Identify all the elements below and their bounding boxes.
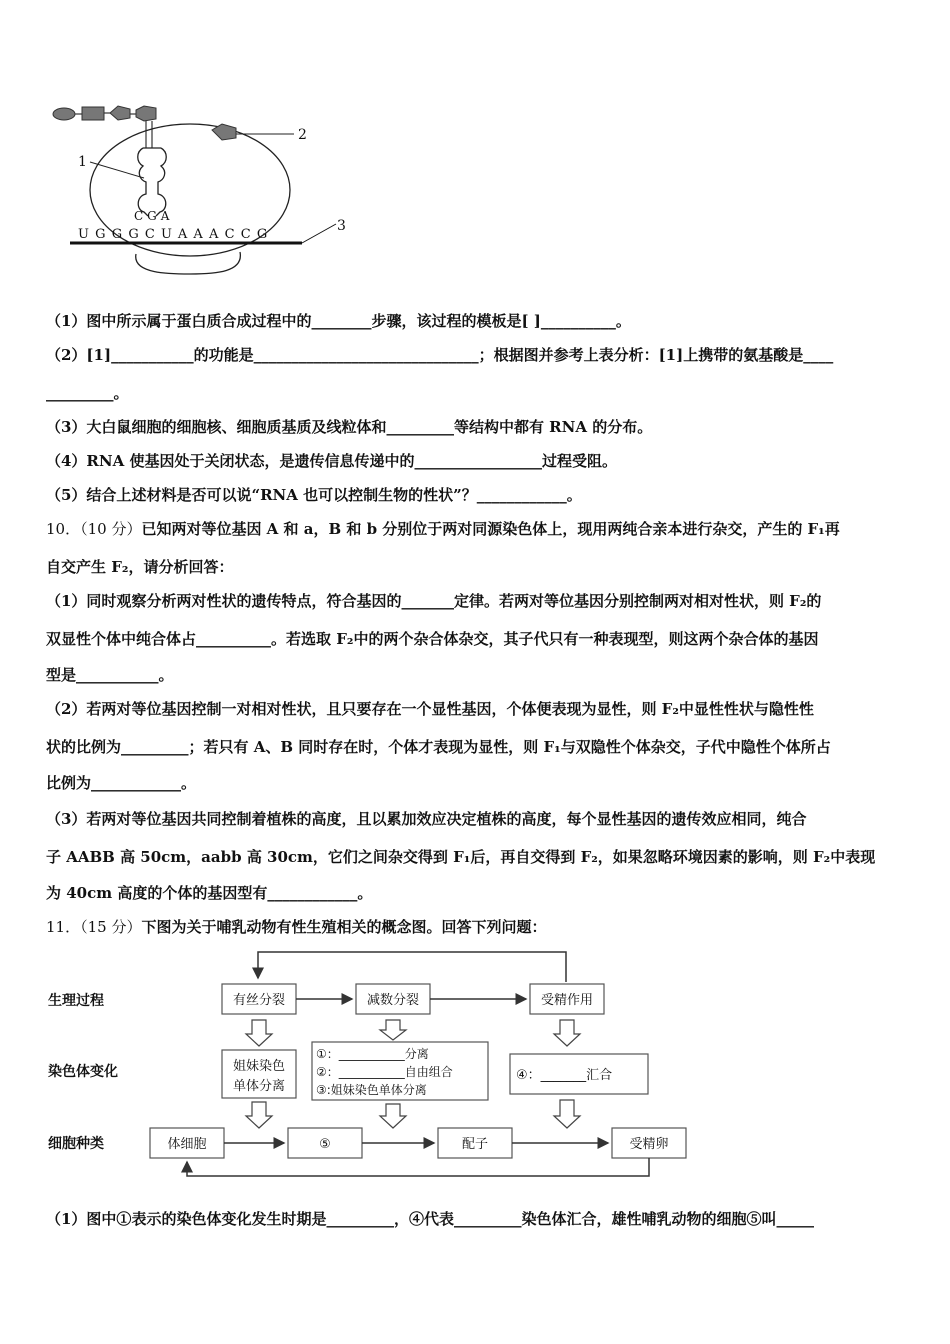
cell-gamete: 配子 <box>461 1137 489 1152</box>
q9-part-1: （1）图中所示属于蛋白质合成过程中的________步骤，该过程的模板是[ ]__________。 <box>46 312 631 330</box>
process-meiosis: 减数分裂 <box>366 993 420 1008</box>
q11-heading <box>46 916 906 938</box>
q9-part-3: （3）大白鼠细胞的细胞核、细胞质基质及线粒体和_________等结构中都有 RNA 的分布。 <box>46 418 653 436</box>
trna <box>138 148 167 216</box>
mrna-sequence: UGGGCUAAACCG <box>78 227 274 242</box>
q10-part-2: （2）若两对等位基因控制一对相对性状，且只要存在一个显性基因，个体便表现为显性，则 F₂中显性性状与隐性性 <box>46 700 814 718</box>
cell-5: ⑤ <box>319 1137 331 1152</box>
q9-part-2-cont: _________。 <box>46 384 129 402</box>
meiosis-change-1: ①：___________分离 <box>316 1047 429 1061</box>
q10-part-3-cont2: 为 40cm 高度的个体的基因型有____________。 <box>46 884 373 902</box>
meiosis-change-3: ③:姐妹染色单体分离 <box>316 1083 427 1097</box>
q9-part-4: （4）RNA 使基因处于关闭状态，是遗传信息传递中的_________________过程受阻。 <box>46 452 617 470</box>
q10-part-3: （3）若两对等位基因共同控制着植株的高度，且以累加效应决定植株的高度，每个显性基因的遗传效应相同，纯合 <box>46 810 807 828</box>
row-label-process: 生理过程 <box>48 993 104 1009</box>
down-arrow-mitosis <box>246 1020 272 1046</box>
q10-part-1: （1）同时观察分析两对性状的遗传特点，符合基因的_______定律。若两对等位基因分别控制两对相对性状，则 F₂的 <box>46 592 822 610</box>
down-arrow-fertilization <box>554 1020 580 1046</box>
down-arrow-fertilization-2 <box>554 1100 580 1128</box>
mitosis-change-line2: 单体分离 <box>232 1079 286 1094</box>
q10-stem: 已知两对等位基因 A 和 a，B 和 b 分别位于两对同源染色体上，现用两纯合亲本进行杂交，产生的 F₁再 <box>141 520 840 538</box>
down-arrow-mitosis-2 <box>246 1102 272 1128</box>
q10-number: 10．（10 分） <box>46 520 142 538</box>
anticodon-text: CGA <box>134 209 174 223</box>
q11-number: 11．（15 分） <box>46 918 142 936</box>
mitosis-change-line1: 姐妹染色 <box>232 1059 286 1074</box>
translation-diagram <box>40 92 360 292</box>
amino-acid-4 <box>136 106 156 121</box>
q10-stem-cont: 自交产生 F₂，请分析回答： <box>46 558 234 576</box>
concept-map <box>40 942 700 1182</box>
label-2: 2 <box>298 127 307 143</box>
amino-acid-3 <box>110 106 130 120</box>
row-label-cell-type: 细胞种类 <box>48 1136 104 1152</box>
label-1: 1 <box>78 154 87 170</box>
ribosome-small-subunit <box>136 252 241 274</box>
q11-part-1: （1）图中①表示的染色体变化发生时期是_________，④代表_________染色体汇合，雄性哺乳动物的细胞⑤叫_____ <box>46 1210 814 1228</box>
q10-part-2-cont2: 比例为____________。 <box>46 774 197 792</box>
cell-somatic: 体细胞 <box>167 1137 207 1152</box>
q10-part-1-cont: 双显性个体中纯合体占__________。若选取 F₂中的两个杂合体杂交，其子代只有一种表现型，则这两个杂合体的基因 <box>46 630 819 648</box>
q10-heading <box>46 518 906 540</box>
q10-part-1-cont2: 型是___________。 <box>46 666 174 684</box>
down-arrow-meiosis <box>380 1020 406 1040</box>
amino-acid-1 <box>53 108 75 120</box>
process-fertilization: 受精作用 <box>540 993 594 1008</box>
process-mitosis: 有丝分裂 <box>232 993 286 1008</box>
q10-part-2-cont: 状的比例为_________；若只有 A、B 同时存在时，个体才表现为显性，则 F₁与双隐性个体杂交，子代中隐性个体所占 <box>46 738 831 756</box>
row-label-chromosome: 染色体变化 <box>48 1064 118 1080</box>
q11-stem: 下图为关于哺乳动物有性生殖相关的概念图。回答下列问题： <box>141 918 547 936</box>
label-3: 3 <box>337 218 346 234</box>
q10-part-3-cont: 子 AABB 高 50cm，aabb 高 30cm，它们之间杂交得到 F₁后，再自交得到 F₂，如果忽略环境因素的影响，则 F₂中表现 <box>46 848 876 866</box>
cell-zygote: 受精卵 <box>629 1137 669 1152</box>
fertilization-change: ④：_______汇合 <box>516 1068 613 1083</box>
amino-acid-2 <box>82 107 104 120</box>
meiosis-change-2: ②：___________自由组合 <box>316 1065 453 1079</box>
down-arrow-meiosis-2 <box>380 1104 406 1128</box>
q9-part-5: （5）结合上述材料是否可以说“RNA 也可以控制生物的性状”？____________。 <box>46 486 582 504</box>
q9-part-2: （2）[1]___________的功能是______________________________；根据图并参考上表分析：[1]上携带的氨基酸是____ <box>46 346 834 364</box>
